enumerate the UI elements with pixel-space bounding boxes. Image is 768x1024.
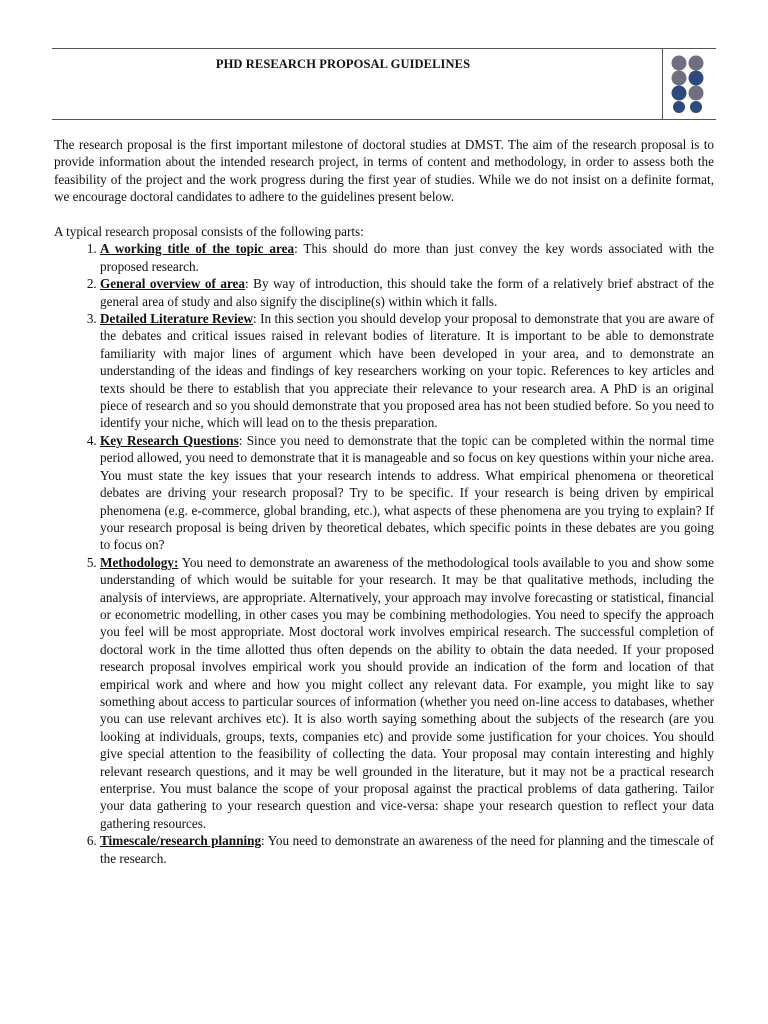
intro-paragraph: The research proposal is the first important milestone of doctoral studies at DMST. The aim of the research proposal is to provide information about the intended research project, in terms of content and methodology, in order to assess both the feasibility of the project and the work progress during the first year of studies. While we do not insist on a definite format, we encourage doctoral candidates to adhere to the guidelines present below. [54,137,714,205]
part-text: By way of introduction, this should take the form of a relatively brief abstract of the general area of study and also signify the discipline(s) within which it falls. [100,276,714,309]
part-term: Timescale/research planning [100,833,262,849]
parts-lead-in: A typical research proposal consists of the following parts: [54,224,364,240]
document-body [54,136,714,867]
document-header [52,48,716,120]
part-text: You need to demonstrate an awareness of the methodological tools available to you and show some understanding of which would be suitable for your research. It may be that qualitative methods, including the analysis of interviews, are appropriate. Alternatively, your approach may involve forecasting or statistical, financial or econometric modelling, in other cases you may be combining methodologies. You need to specify the approach you feel will be most appropriate. Most doctoral work involves empirical research. The successful completion of doctoral work in the time allotted thus often depends on the ability to obtain the data needed. If your proposed research proposal involves empirical work you should provide an indication of the form and location of that empirical work and where and how you might collect any relevant data. For example, you might like to say something about access to particular sources of information (whether you need on-line access to databases, whether you can use relevant archives etc). It is also worth saying something about the subjects of the research (are you looking at individuals, groups, texts, companies etc) and provide some justification for your choices. You should give special attention to the feasibility of collecting the data. Your proposal may contain interesting and highly relevant research questions, and it may be well grounded in the literature, but it may not be a practical research enterprise. You must balance the scope of your proposal against the practical problems of data gathering. Tailor your data gathering to your research question and vice-versa: shape your research question to reflect your data gathering resources. [100,554,714,831]
part-term: Detailed Literature Review [100,311,254,327]
part-term: Key Research Questions [100,432,239,448]
part-separator: : [261,833,268,849]
list-item [100,240,714,275]
part-text: This should do more than just convey the key words associated with the proposed research. [100,241,714,274]
university-logo-icon [670,55,712,113]
list-item [100,432,714,554]
part-separator: : [238,432,247,448]
part-text: In this section you should develop your proposal to demonstrate that you are aware of the debates and critical issues raised in relevant bodies of literature. It is important to be able to demonstrate familiarity with major lines of argument which have been developed in your area, and to demonstrate an understanding of the ideas and findings of key researchers working on your topic. References to key articles and texts should be there to establish that you appreciate their relevance to your research area. A PhD is an original piece of research and so you should demonstrate that you proposed area has not been studied before. So you need to identify your niche, which will lead on to the thesis preparation. [100,311,714,431]
list-item [100,310,714,432]
part-separator: : [294,241,304,257]
part-separator: : [253,311,261,327]
part-term: Methodology: [100,554,179,570]
list-item [100,832,714,867]
part-term: A working title of the topic area [100,241,295,257]
part-text: Since you need to demonstrate that the topic can be completed within the normal time period allowed, you need to demonstrate that it is manageable and so focus on key questions within your niche area. You must state the key issues that your research intends to address. What empirical phenomena or theoretical debates are driving your research proposal? Try to be specific. If your research is being driven by empirical phenomena (e.g. e-commerce, global branding, etc.), what aspects of these phenomena are you trying to explain? If your research proposal is being driven by theoretical debates, which specific points in these debates are you going to focus on? [100,432,715,553]
parts-list [54,240,714,867]
header-divider [662,49,663,119]
part-text: You need to demonstrate an awareness of the need for planning and the timescale of the research. [100,833,714,866]
part-separator: : [245,276,254,292]
list-item [100,554,714,833]
list-item [100,275,714,310]
page-title: PHD RESEARCH PROPOSAL GUIDELINES [215,57,471,71]
part-term: General overview of area [100,276,246,292]
